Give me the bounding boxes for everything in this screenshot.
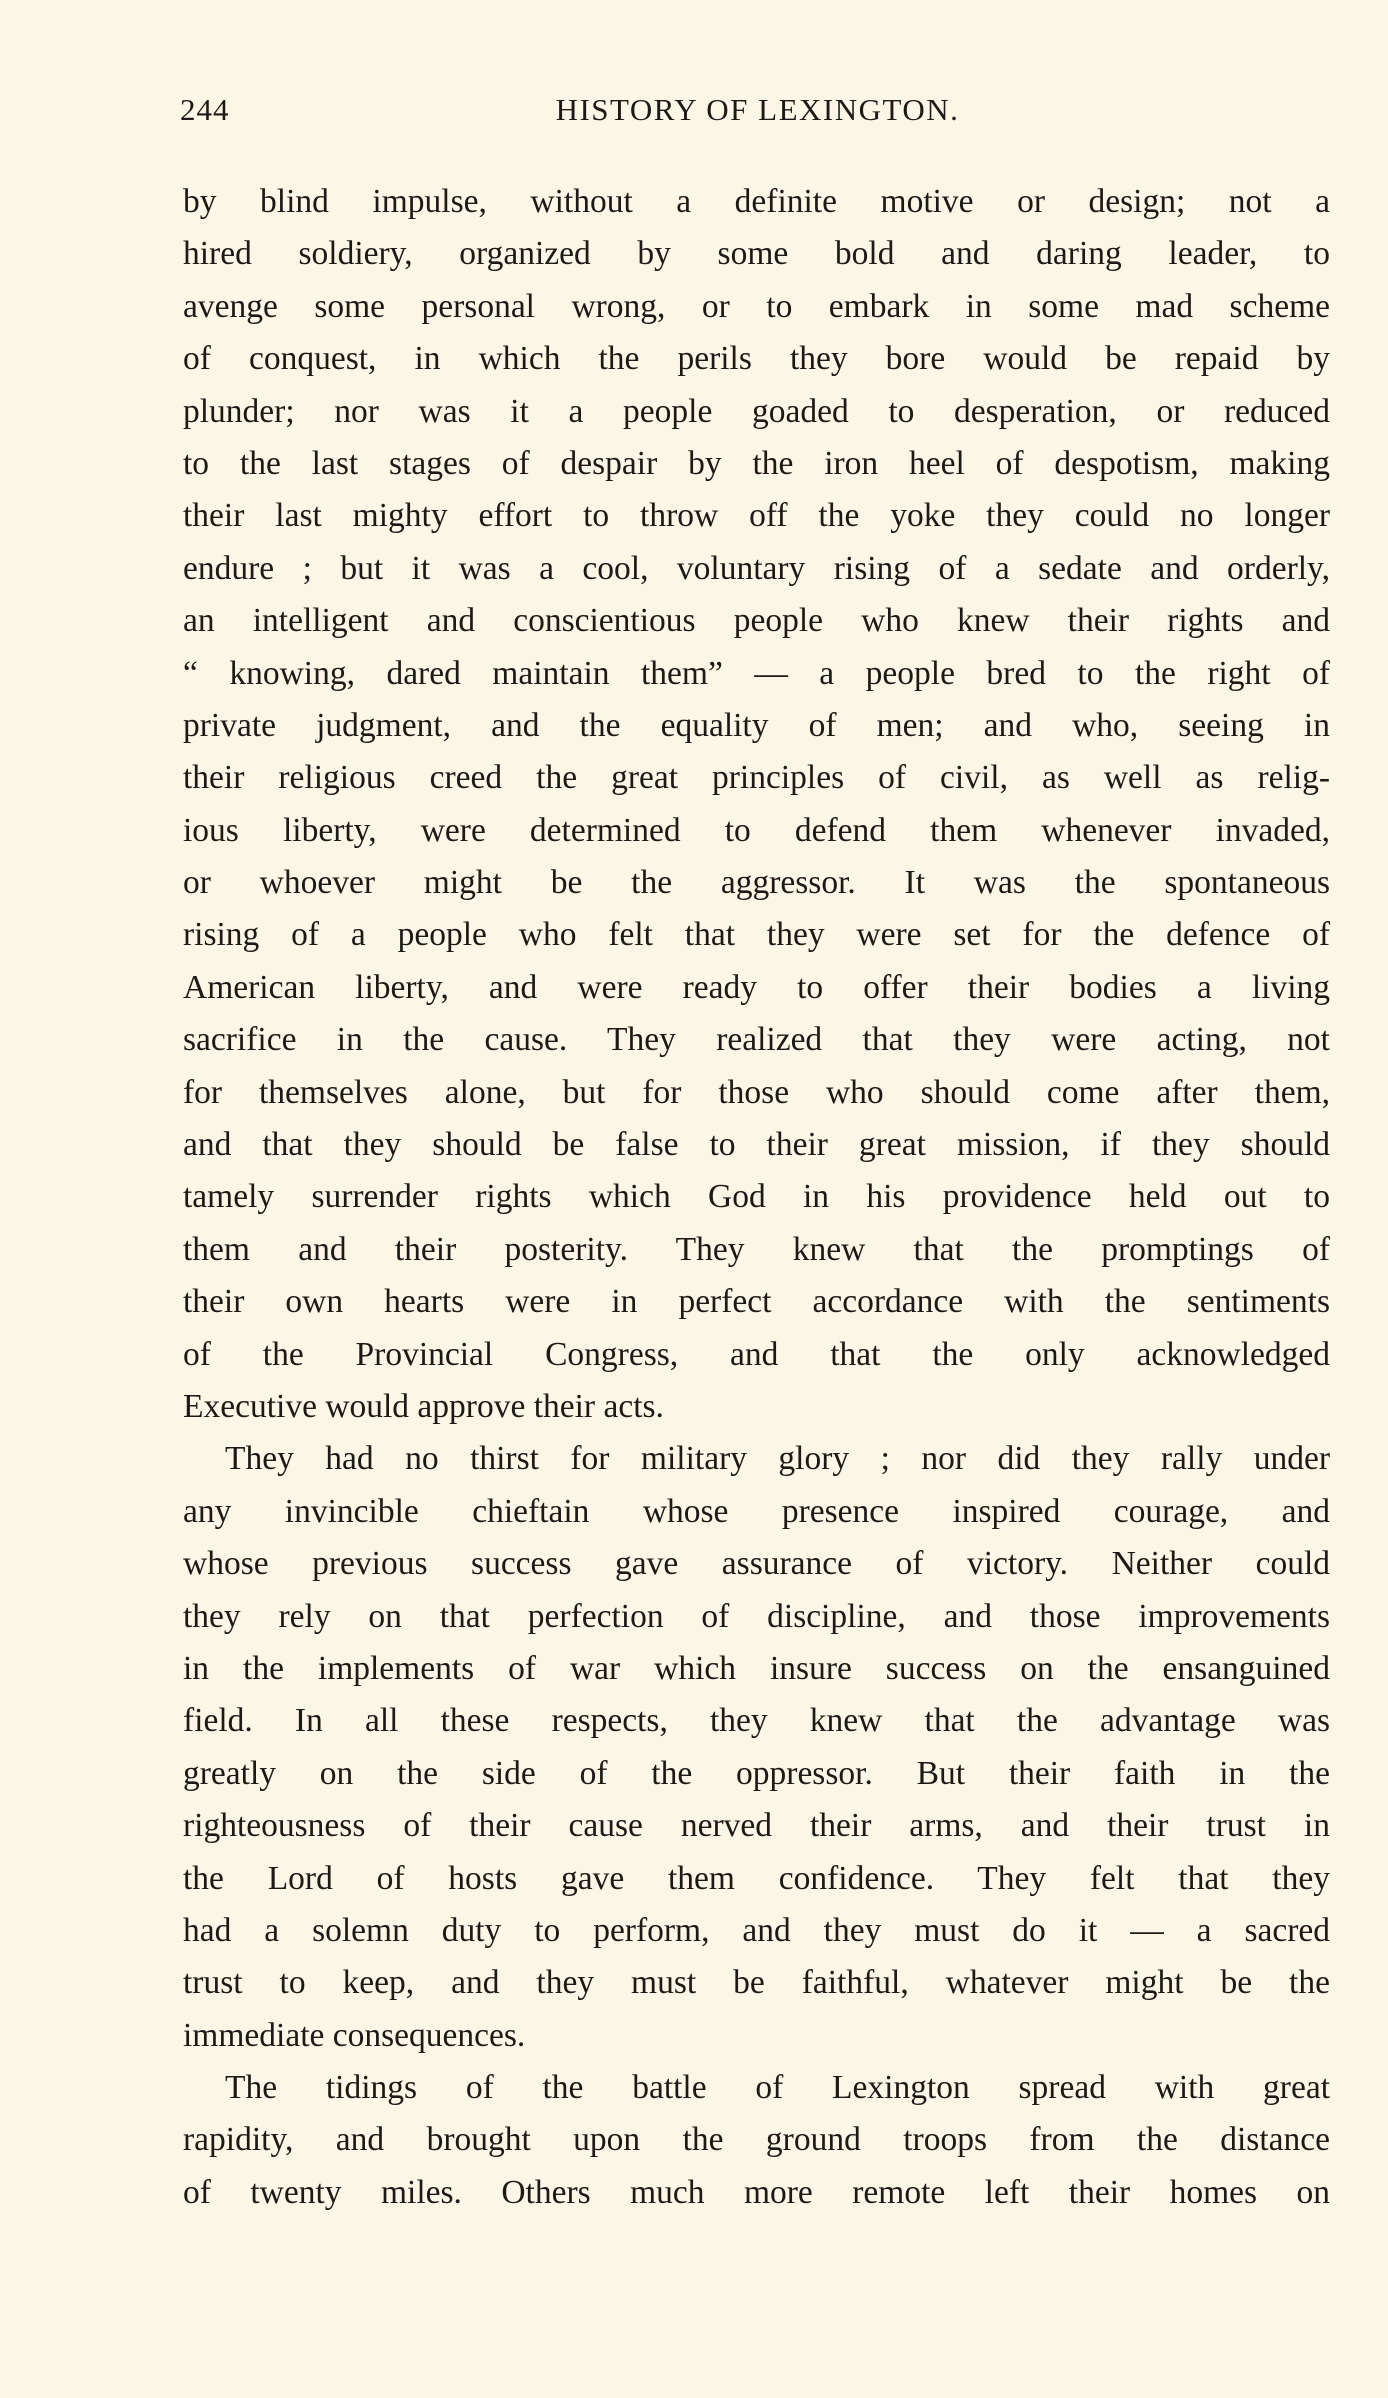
text-line: they rely on that perfection of discipline, and those improvements bbox=[183, 1597, 1330, 1635]
body-text bbox=[183, 176, 1330, 2219]
text-line: ious liberty, were determined to defend them whenever invaded, bbox=[183, 811, 1330, 849]
text-line: had a solemn duty to perform, and they must do it — a sacred bbox=[183, 1911, 1330, 1949]
text-line: of twenty miles. Others much more remote left their homes on bbox=[183, 2173, 1330, 2211]
text-line: rising of a people who felt that they were set for the defence of bbox=[183, 916, 1330, 954]
text-line: tamely surrender rights which God in his providence held out to bbox=[183, 1178, 1330, 1216]
text-line: plunder; nor was it a people goaded to desperation, or reduced bbox=[183, 392, 1330, 430]
text-line: and that they should be false to their great mission, if they should bbox=[183, 1126, 1330, 1164]
text-line: them and their posterity. They knew that the promptings of bbox=[183, 1230, 1330, 1268]
text-line: by blind impulse, without a definite motive or design; not a bbox=[183, 183, 1330, 220]
running-title: HISTORY OF LEXINGTON. bbox=[555, 92, 960, 127]
text-line: sacrifice in the cause. They realized that they were acting, not bbox=[183, 1021, 1330, 1059]
text-line: or whoever might be the aggressor. It was the spontaneous bbox=[183, 864, 1330, 902]
text-line: of the Provincial Congress, and that the only acknowledged bbox=[183, 1335, 1330, 1373]
text-line: their last mighty effort to throw off the yoke they could no longer bbox=[183, 497, 1330, 535]
paragraph-last-line: immediate consequences. bbox=[183, 2016, 526, 2054]
text-line: private judgment, and the equality of men; and who, seeing in bbox=[183, 706, 1330, 744]
text-line: their own hearts were in perfect accordance with the sentiments bbox=[183, 1283, 1330, 1321]
text-line: any invincible chieftain whose presence inspired courage, and bbox=[183, 1492, 1330, 1530]
text-line: to the last stages of despair by the iron heel of despotism, making bbox=[183, 444, 1330, 482]
text-line: for themselves alone, but for those who should come after them, bbox=[183, 1073, 1330, 1111]
page-number: 244 bbox=[180, 92, 230, 127]
paragraph-first-line: The tidings of the battle of Lexington spread with great bbox=[225, 2069, 1330, 2107]
text-line: in the implements of war which insure success on the ensanguined bbox=[183, 1649, 1330, 1687]
text-line: rapidity, and brought upon the ground troops from the distance bbox=[183, 2121, 1330, 2159]
text-line: endure ; but it was a cool, voluntary rising of a sedate and orderly, bbox=[183, 549, 1330, 587]
text-line: American liberty, and were ready to offer their bodies a living bbox=[183, 968, 1330, 1006]
text-line: avenge some personal wrong, or to embark in some mad scheme bbox=[183, 287, 1330, 325]
text-line: field. In all these respects, they knew that the advantage was bbox=[183, 1702, 1330, 1740]
text-line: whose previous success gave assurance of victory. Neither could bbox=[183, 1545, 1330, 1583]
paragraph-first-line: They had no thirst for military glory ; nor did they rally under bbox=[225, 1440, 1330, 1478]
paragraph-last-line: Executive would approve their acts. bbox=[183, 1387, 664, 1425]
text-line: trust to keep, and they must be faithful, whatever might be the bbox=[183, 1964, 1330, 2002]
text-line: “ knowing, dared maintain them” — a people bred to the right of bbox=[183, 654, 1330, 692]
text-line: the Lord of hosts gave them confidence. They felt that they bbox=[183, 1859, 1330, 1897]
text-line: of conquest, in which the perils they bore would be repaid by bbox=[183, 340, 1330, 378]
text-line: righteousness of their cause nerved their arms, and their trust in bbox=[183, 1807, 1330, 1845]
text-line: hired soldiery, organized by some bold and daring leader, to bbox=[183, 235, 1330, 273]
text-line: greatly on the side of the oppressor. But their faith in the bbox=[183, 1754, 1330, 1792]
text-line: their religious creed the great principles of civil, as well as relig- bbox=[183, 759, 1330, 797]
running-head bbox=[180, 92, 1335, 132]
text-line: an intelligent and conscientious people who knew their rights and bbox=[183, 602, 1330, 640]
